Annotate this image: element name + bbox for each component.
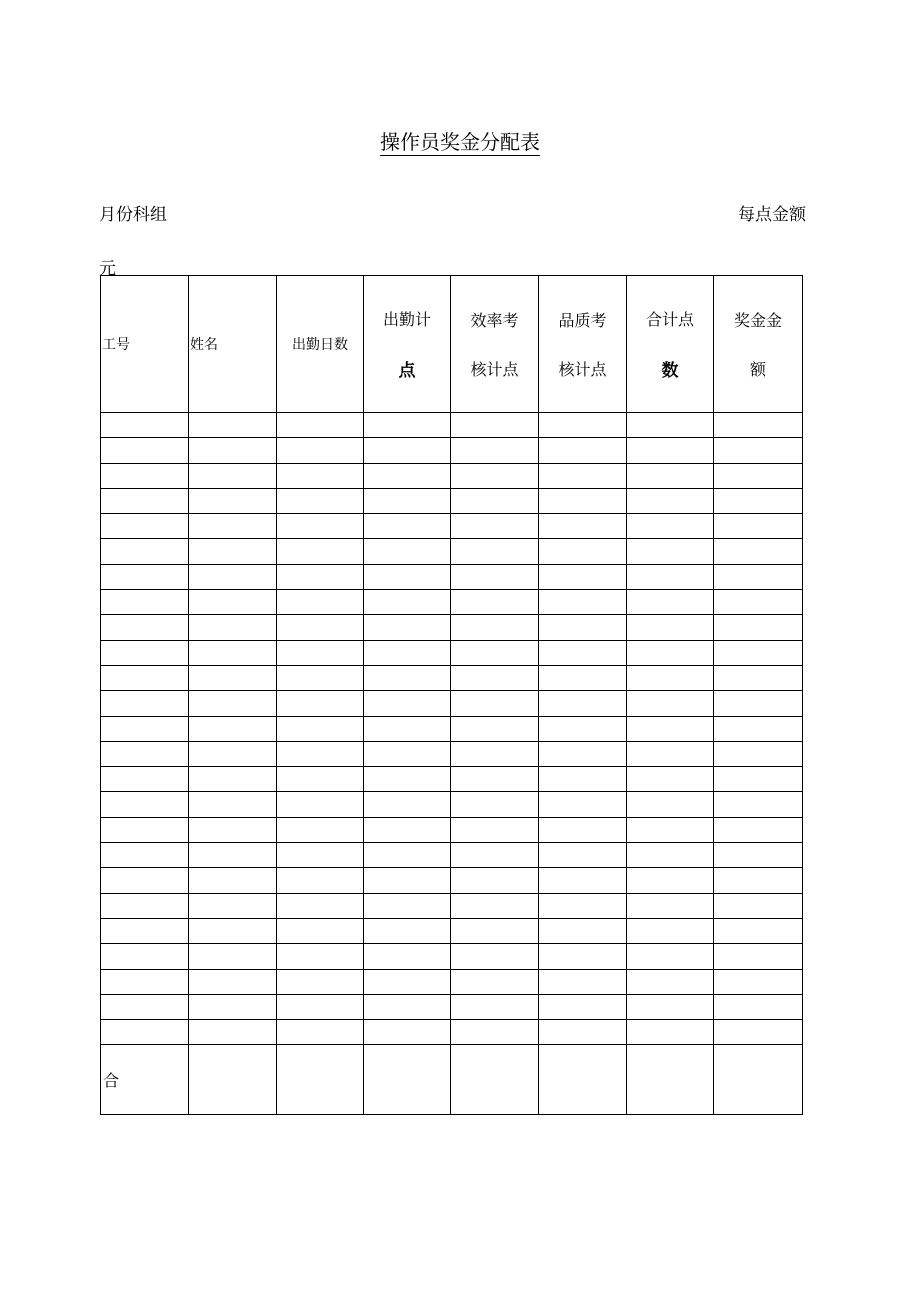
table-cell[interactable] xyxy=(277,767,364,792)
table-cell[interactable] xyxy=(189,944,277,969)
table-cell[interactable] xyxy=(451,413,539,438)
table-row xyxy=(101,413,803,438)
table-cell[interactable] xyxy=(714,564,803,589)
table-cell[interactable] xyxy=(539,918,627,943)
table-cell[interactable] xyxy=(539,463,627,488)
table-cell[interactable] xyxy=(451,564,539,589)
table-cell[interactable] xyxy=(714,1020,803,1045)
col-header-attendance-days: 出勤日数 xyxy=(277,276,364,413)
table-cell[interactable] xyxy=(277,463,364,488)
table-cell[interactable] xyxy=(451,944,539,969)
table-cell[interactable] xyxy=(364,994,451,1019)
table-cell[interactable] xyxy=(364,640,451,665)
total-cell[interactable] xyxy=(364,1045,451,1115)
table-cell[interactable] xyxy=(101,514,189,539)
table-cell[interactable] xyxy=(101,969,189,994)
table-cell[interactable] xyxy=(189,994,277,1019)
table-cell[interactable] xyxy=(101,564,189,589)
table-cell[interactable] xyxy=(714,843,803,868)
table-cell[interactable] xyxy=(714,413,803,438)
table-cell[interactable] xyxy=(101,893,189,918)
table-cell[interactable] xyxy=(714,488,803,513)
col-header-quality-points-line1: 品质考 xyxy=(558,311,607,330)
table-cell[interactable] xyxy=(277,969,364,994)
table-row xyxy=(101,539,803,564)
table-cell[interactable] xyxy=(451,665,539,690)
table-row xyxy=(101,665,803,690)
table-cell[interactable] xyxy=(189,716,277,741)
table-cell[interactable] xyxy=(364,893,451,918)
table-cell[interactable] xyxy=(539,741,627,766)
table-cell[interactable] xyxy=(451,716,539,741)
table-cell[interactable] xyxy=(451,817,539,842)
total-cell[interactable] xyxy=(714,1045,803,1115)
table-cell[interactable] xyxy=(277,868,364,893)
table-cell[interactable] xyxy=(714,792,803,817)
table-cell[interactable] xyxy=(189,691,277,716)
per-point-amount-label: 每点金额 xyxy=(738,205,806,225)
table-cell[interactable] xyxy=(364,691,451,716)
table-cell[interactable] xyxy=(539,716,627,741)
page-title xyxy=(0,126,920,155)
table-cell[interactable] xyxy=(539,413,627,438)
table-cell[interactable] xyxy=(189,918,277,943)
table-cell[interactable] xyxy=(714,463,803,488)
table-cell[interactable] xyxy=(364,514,451,539)
table-cell[interactable] xyxy=(364,843,451,868)
table-cell[interactable] xyxy=(189,741,277,766)
table-cell[interactable] xyxy=(277,817,364,842)
table-cell[interactable] xyxy=(364,539,451,564)
table-cell[interactable] xyxy=(714,767,803,792)
table-cell[interactable] xyxy=(277,539,364,564)
table-cell[interactable] xyxy=(451,590,539,615)
table-cell[interactable] xyxy=(451,868,539,893)
table-cell[interactable] xyxy=(714,615,803,640)
table-cell[interactable] xyxy=(277,994,364,1019)
table-cell[interactable] xyxy=(539,868,627,893)
table-cell[interactable] xyxy=(627,564,714,589)
col-header-total-points xyxy=(627,276,714,413)
table-cell[interactable] xyxy=(277,488,364,513)
col-header-efficiency-points xyxy=(451,276,539,413)
table-row xyxy=(101,691,803,716)
col-header-quality-points xyxy=(539,276,627,413)
page-title-text: 操作员奖金分配表 xyxy=(380,130,540,154)
table-cell[interactable] xyxy=(101,488,189,513)
table-cell[interactable] xyxy=(539,843,627,868)
table-cell[interactable] xyxy=(277,640,364,665)
table-cell[interactable] xyxy=(189,488,277,513)
table-cell[interactable] xyxy=(277,944,364,969)
table-cell[interactable] xyxy=(189,640,277,665)
table-cell[interactable] xyxy=(189,1020,277,1045)
table-cell[interactable] xyxy=(101,640,189,665)
table-cell[interactable] xyxy=(101,741,189,766)
table-cell[interactable] xyxy=(627,767,714,792)
col-header-id: 工号 xyxy=(101,276,189,413)
col-header-attendance-points-line1: 出勤计 xyxy=(382,310,431,329)
table-cell[interactable] xyxy=(539,691,627,716)
table-row xyxy=(101,564,803,589)
table-cell[interactable] xyxy=(189,590,277,615)
table-cell[interactable] xyxy=(451,488,539,513)
col-header-total-points-line2: 数 xyxy=(661,361,679,381)
table-cell[interactable] xyxy=(627,539,714,564)
table-cell[interactable] xyxy=(539,817,627,842)
table-cell[interactable] xyxy=(101,413,189,438)
table-cell[interactable] xyxy=(277,843,364,868)
table-cell[interactable] xyxy=(364,488,451,513)
table-cell[interactable] xyxy=(627,817,714,842)
table-row xyxy=(101,438,803,463)
table-cell[interactable] xyxy=(451,691,539,716)
table-cell[interactable] xyxy=(101,539,189,564)
table-cell[interactable] xyxy=(627,438,714,463)
table-cell[interactable] xyxy=(277,615,364,640)
table-row xyxy=(101,463,803,488)
table-cell[interactable] xyxy=(364,767,451,792)
table-row xyxy=(101,868,803,893)
table-cell[interactable] xyxy=(364,564,451,589)
table-cell[interactable] xyxy=(189,868,277,893)
table-cell[interactable] xyxy=(451,969,539,994)
total-cell[interactable] xyxy=(627,1045,714,1115)
table-cell[interactable] xyxy=(277,413,364,438)
table-cell[interactable] xyxy=(539,665,627,690)
table-cell[interactable] xyxy=(189,413,277,438)
col-header-bonus-amount xyxy=(714,276,803,413)
table-cell[interactable] xyxy=(277,564,364,589)
table-cell[interactable] xyxy=(277,665,364,690)
table-cell[interactable] xyxy=(539,893,627,918)
col-header-attendance-points xyxy=(364,276,451,413)
table-cell[interactable] xyxy=(539,1020,627,1045)
table-cell[interactable] xyxy=(364,590,451,615)
table-cell[interactable] xyxy=(189,539,277,564)
table-cell[interactable] xyxy=(277,590,364,615)
table-cell[interactable] xyxy=(539,539,627,564)
table-cell[interactable] xyxy=(539,590,627,615)
table-cell[interactable] xyxy=(364,944,451,969)
table-cell[interactable] xyxy=(627,413,714,438)
table-cell[interactable] xyxy=(451,767,539,792)
table-cell[interactable] xyxy=(189,514,277,539)
table-cell[interactable] xyxy=(101,843,189,868)
table-cell[interactable] xyxy=(277,691,364,716)
table-cell[interactable] xyxy=(627,918,714,943)
total-cell[interactable] xyxy=(451,1045,539,1115)
table-row xyxy=(101,767,803,792)
table-cell[interactable] xyxy=(277,893,364,918)
table-cell[interactable] xyxy=(451,640,539,665)
table-cell[interactable] xyxy=(101,615,189,640)
table-cell[interactable] xyxy=(714,817,803,842)
table-cell[interactable] xyxy=(101,817,189,842)
table-row xyxy=(101,969,803,994)
table-cell[interactable] xyxy=(364,438,451,463)
table-cell[interactable] xyxy=(364,969,451,994)
table-cell[interactable] xyxy=(714,994,803,1019)
table-cell[interactable] xyxy=(714,590,803,615)
table-cell[interactable] xyxy=(189,893,277,918)
table-row xyxy=(101,716,803,741)
table-header-row xyxy=(101,276,803,413)
table-cell[interactable] xyxy=(277,741,364,766)
table-cell[interactable] xyxy=(714,969,803,994)
table-cell[interactable] xyxy=(364,615,451,640)
table-cell[interactable] xyxy=(101,716,189,741)
table-cell[interactable] xyxy=(364,665,451,690)
table-row xyxy=(101,514,803,539)
table-cell[interactable] xyxy=(101,767,189,792)
table-cell[interactable] xyxy=(539,564,627,589)
table-cell[interactable] xyxy=(539,792,627,817)
col-header-bonus-amount-line2: 额 xyxy=(749,360,766,379)
table-cell[interactable] xyxy=(277,918,364,943)
table-cell[interactable] xyxy=(714,893,803,918)
table-cell[interactable] xyxy=(101,1020,189,1045)
table-cell[interactable] xyxy=(364,817,451,842)
table-cell[interactable] xyxy=(101,438,189,463)
month-department-label: 月份科组 xyxy=(99,205,167,225)
col-header-attendance-points-line2: 点 xyxy=(398,361,416,381)
table-cell[interactable] xyxy=(364,463,451,488)
table-cell[interactable] xyxy=(627,615,714,640)
table-cell[interactable] xyxy=(451,463,539,488)
table-cell[interactable] xyxy=(627,944,714,969)
table-row xyxy=(101,792,803,817)
table-cell[interactable] xyxy=(627,994,714,1019)
table-row xyxy=(101,741,803,766)
table-cell[interactable] xyxy=(627,640,714,665)
table-cell[interactable] xyxy=(627,792,714,817)
table-cell[interactable] xyxy=(714,438,803,463)
total-cell[interactable] xyxy=(189,1045,277,1115)
table-row xyxy=(101,843,803,868)
col-header-bonus-amount-line1: 奖金金 xyxy=(733,311,782,330)
table-cell[interactable] xyxy=(627,843,714,868)
table-cell[interactable] xyxy=(277,716,364,741)
table-cell[interactable] xyxy=(364,918,451,943)
table-cell[interactable] xyxy=(627,969,714,994)
table-cell[interactable] xyxy=(627,590,714,615)
currency-unit-label: 元 xyxy=(99,259,116,279)
table-cell[interactable] xyxy=(364,716,451,741)
table-cell[interactable] xyxy=(627,514,714,539)
table-cell[interactable] xyxy=(189,767,277,792)
col-header-efficiency-points-line1: 效率考 xyxy=(470,311,519,330)
table-cell[interactable] xyxy=(451,994,539,1019)
table-cell[interactable] xyxy=(101,691,189,716)
table-cell[interactable] xyxy=(714,539,803,564)
table-cell[interactable] xyxy=(101,463,189,488)
table-cell[interactable] xyxy=(714,741,803,766)
table-cell[interactable] xyxy=(627,463,714,488)
table-cell[interactable] xyxy=(539,438,627,463)
table-cell[interactable] xyxy=(277,792,364,817)
table-cell[interactable] xyxy=(539,969,627,994)
table-cell[interactable] xyxy=(714,918,803,943)
table-cell[interactable] xyxy=(627,1020,714,1045)
table-cell[interactable] xyxy=(277,514,364,539)
total-cell[interactable] xyxy=(277,1045,364,1115)
table-row xyxy=(101,944,803,969)
table-cell[interactable] xyxy=(277,438,364,463)
table-cell[interactable] xyxy=(101,918,189,943)
table-row xyxy=(101,817,803,842)
table-row xyxy=(101,590,803,615)
table-cell[interactable] xyxy=(627,741,714,766)
col-header-total-points-line1: 合计点 xyxy=(645,310,694,329)
table-row xyxy=(101,1020,803,1045)
table-cell[interactable] xyxy=(539,615,627,640)
table-cell[interactable] xyxy=(627,691,714,716)
col-header-name: 姓名 xyxy=(189,276,277,413)
table-cell[interactable] xyxy=(451,918,539,943)
table-cell[interactable] xyxy=(714,868,803,893)
table-cell[interactable] xyxy=(189,564,277,589)
table-cell[interactable] xyxy=(451,741,539,766)
table-row xyxy=(101,640,803,665)
table-cell[interactable] xyxy=(539,514,627,539)
table-cell[interactable] xyxy=(451,792,539,817)
table-cell[interactable] xyxy=(451,539,539,564)
table-cell[interactable] xyxy=(714,691,803,716)
table-cell[interactable] xyxy=(101,665,189,690)
table-cell[interactable] xyxy=(101,792,189,817)
bonus-table xyxy=(100,275,803,1115)
table-cell[interactable] xyxy=(539,640,627,665)
table-cell[interactable] xyxy=(101,944,189,969)
table-cell[interactable] xyxy=(451,843,539,868)
table-cell[interactable] xyxy=(189,792,277,817)
table-cell[interactable] xyxy=(714,640,803,665)
table-cell[interactable] xyxy=(451,615,539,640)
table-cell[interactable] xyxy=(714,716,803,741)
table-cell[interactable] xyxy=(539,488,627,513)
total-row xyxy=(101,1045,803,1115)
table-cell[interactable] xyxy=(451,1020,539,1045)
table-cell[interactable] xyxy=(101,590,189,615)
table-cell[interactable] xyxy=(451,438,539,463)
table-cell[interactable] xyxy=(364,413,451,438)
table-cell[interactable] xyxy=(364,792,451,817)
table-cell[interactable] xyxy=(627,488,714,513)
col-header-quality-points-line2: 核计点 xyxy=(558,360,607,379)
table-cell[interactable] xyxy=(627,716,714,741)
table-cell[interactable] xyxy=(364,1020,451,1045)
table-row xyxy=(101,488,803,513)
table-cell[interactable] xyxy=(627,893,714,918)
table-cell[interactable] xyxy=(539,994,627,1019)
table-cell[interactable] xyxy=(714,665,803,690)
table-cell[interactable] xyxy=(101,994,189,1019)
table-cell[interactable] xyxy=(189,615,277,640)
table-cell[interactable] xyxy=(189,463,277,488)
table-cell[interactable] xyxy=(539,944,627,969)
table-cell[interactable] xyxy=(627,868,714,893)
table-cell[interactable] xyxy=(627,665,714,690)
total-cell[interactable] xyxy=(539,1045,627,1115)
table-cell[interactable] xyxy=(189,438,277,463)
table-cell[interactable] xyxy=(451,514,539,539)
table-cell[interactable] xyxy=(714,514,803,539)
table-cell[interactable] xyxy=(451,893,539,918)
total-label: 合 xyxy=(101,1045,189,1115)
table-cell[interactable] xyxy=(189,843,277,868)
table-row xyxy=(101,918,803,943)
table-cell[interactable] xyxy=(364,741,451,766)
table-cell[interactable] xyxy=(101,868,189,893)
table-cell[interactable] xyxy=(364,868,451,893)
table-cell[interactable] xyxy=(277,1020,364,1045)
table-cell[interactable] xyxy=(539,767,627,792)
table-cell[interactable] xyxy=(189,969,277,994)
table-row xyxy=(101,615,803,640)
table-row xyxy=(101,893,803,918)
col-header-efficiency-points-line2: 核计点 xyxy=(470,360,519,379)
table-cell[interactable] xyxy=(189,817,277,842)
table-cell[interactable] xyxy=(189,665,277,690)
table-cell[interactable] xyxy=(714,944,803,969)
table-row xyxy=(101,994,803,1019)
